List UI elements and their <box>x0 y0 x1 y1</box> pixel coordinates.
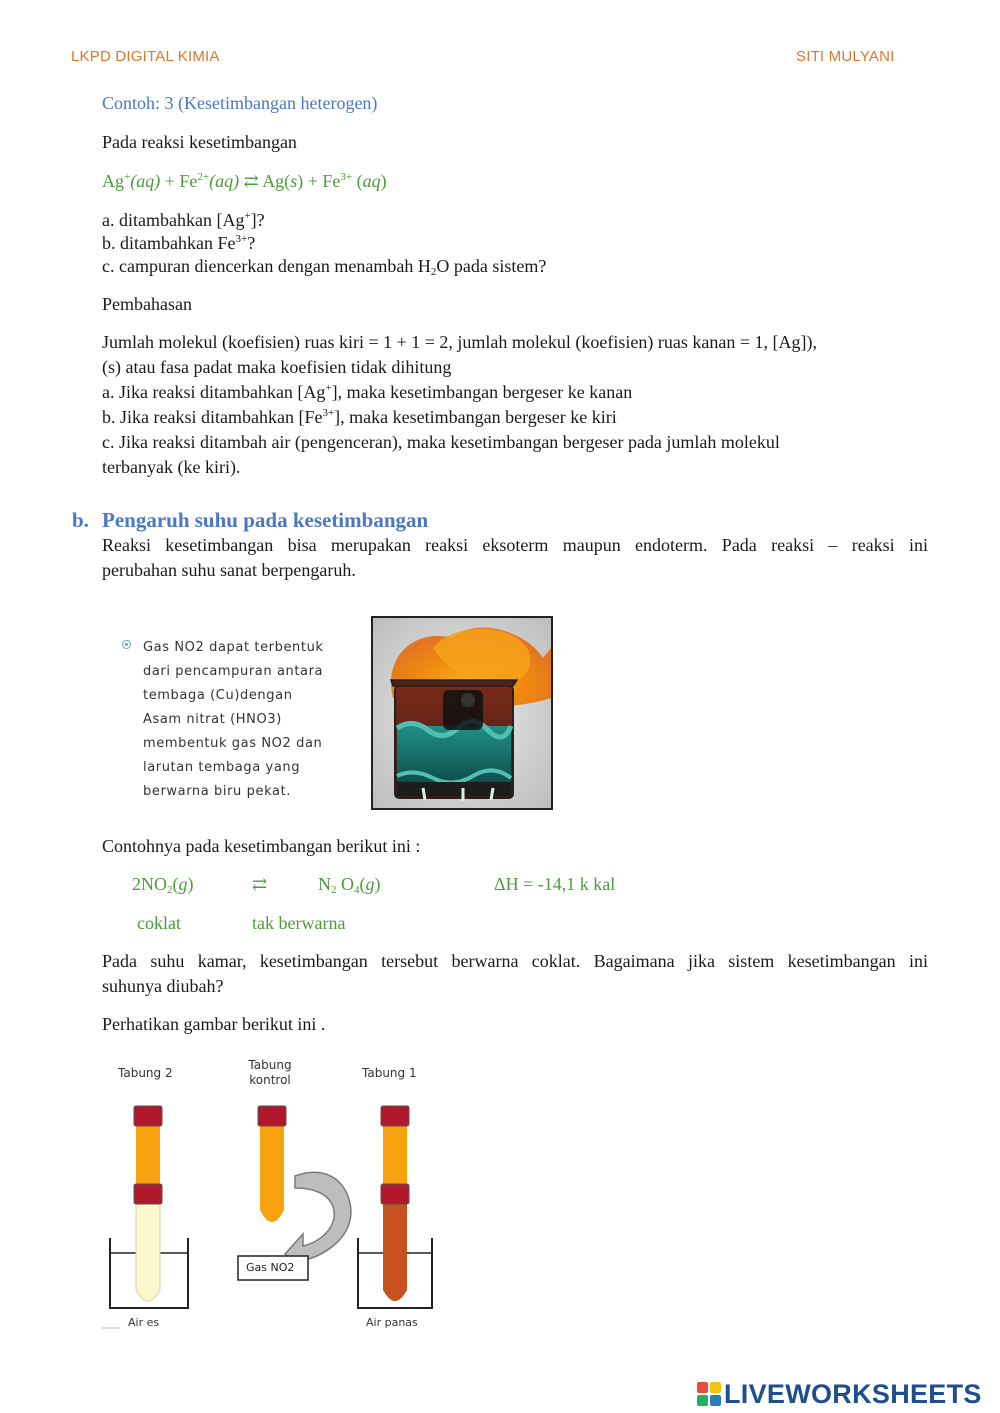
photo-caption <box>122 636 324 804</box>
caption-line: tembaga (Cu)dengan <box>143 688 293 703</box>
section-paragraph-1: Reaksi kesetimbangan bisa merupakan reaksi eksoterm maupun endoterm. Pada reaksi – reaksi ini perubahan suhu sanat berpengaruh. <box>102 535 928 580</box>
gas-no2-label: Gas NO2 <box>246 1261 295 1274</box>
enthalpy: ΔH = -14,1 k kal <box>494 874 616 894</box>
color-right: tak berwarna <box>252 913 346 933</box>
bullet-icon <box>122 640 131 649</box>
example-intro: Pada reaksi kesetimbangan <box>102 132 297 152</box>
discussion-c-line-1: c. Jika reaksi ditambah air (pengenceran), maka kesetimbangan bergeser pada jumlah molekul <box>102 432 780 452</box>
caption-line: membentuk gas NO2 dan <box>143 736 323 751</box>
color-left: coklat <box>137 913 181 933</box>
discussion-line-2: (s) atau fasa padat maka koefisien tidak dihitung <box>102 357 452 377</box>
section-paragraph-2: Pada suhu kamar, kesetimbangan tersebut berwarna coklat. Bagaimana jika sistem kesetimbangan ini suhunya diubah? <box>102 951 928 996</box>
beaker-photo <box>371 616 553 810</box>
discussion-c-line-2: terbanyak (ke kiri). <box>102 457 241 477</box>
header-right: SITI MULYANI <box>796 48 895 65</box>
section-number: b. <box>72 508 89 532</box>
liveworksheets-icon <box>697 1382 721 1406</box>
caption-line: berwarna biru pekat. <box>143 784 291 799</box>
discussion-label: Pembahasan <box>102 294 192 314</box>
test-tubes-drawing <box>100 1050 440 1340</box>
question-a: a. ditambahkan [Ag+]? <box>102 210 265 230</box>
example-title: Contoh: 3 (Kesetimbangan heterogen) <box>102 93 378 113</box>
caption-line: larutan tembaga yang <box>143 760 301 775</box>
caption-line: dari pencampuran antara <box>143 664 324 679</box>
caption-line: Asam nitrat (HNO3) <box>143 712 282 727</box>
control-tube-label: Tabung kontrol <box>248 1058 292 1087</box>
liveworksheets-logo[interactable] <box>697 1375 982 1413</box>
liveworksheets-text: LIVEWORKSHEETS <box>724 1378 982 1409</box>
ice-water-label: Air es <box>128 1316 160 1329</box>
hot-water-label: Air panas <box>366 1316 418 1329</box>
equation-right: $N_2$ $O_4(g)$ <box>318 874 381 896</box>
discussion-line-1: Jumlah molekul (koefisien) ruas kiri = 1 + 1 = 2, jumlah molekul (koefisien) ruas kanan = 1, [Ag]), <box>102 332 817 352</box>
question-c: c. campuran diencerkan dengan menambah $H_2O$ pada sistem? <box>102 256 547 278</box>
discussion-a: a. Jika reaksi ditambahkan [Ag+], maka kesetimbangan bergeser ke kanan <box>102 382 633 402</box>
equation-left: $2NO_2(g)$ <box>132 874 194 896</box>
test-tubes-figure <box>100 1050 440 1340</box>
section-title: Pengaruh suhu pada kesetimbangan <box>102 508 429 532</box>
figure-intro: Perhatikan gambar berikut ini . <box>102 1014 326 1034</box>
beaker-illustration <box>373 618 551 808</box>
tube2-label: Tabung 2 <box>118 1066 173 1080</box>
caption-line: Gas NO2 dapat terbentuk <box>143 640 324 655</box>
tube1-label: Tabung 1 <box>362 1066 417 1080</box>
equation-arrow: ⇄ <box>252 874 268 894</box>
example-intro-2: Contohnya pada kesetimbangan berikut ini : <box>102 836 421 856</box>
question-b: b. ditambahkan $Fe^{3+}$? <box>102 233 256 253</box>
section-heading <box>72 508 428 533</box>
reaction-equation: $Ag^+(aq) + Fe^{2+}(aq)$ ⇄ $Ag(s) + Fe^{3+}$ (aq) <box>102 171 387 191</box>
header-left: LKPD DIGITAL KIMIA <box>71 48 220 65</box>
discussion-b: b. Jika reaksi ditambahkan $[Fe^{3+}]$, maka kesetimbangan bergeser ke kiri <box>102 407 617 427</box>
